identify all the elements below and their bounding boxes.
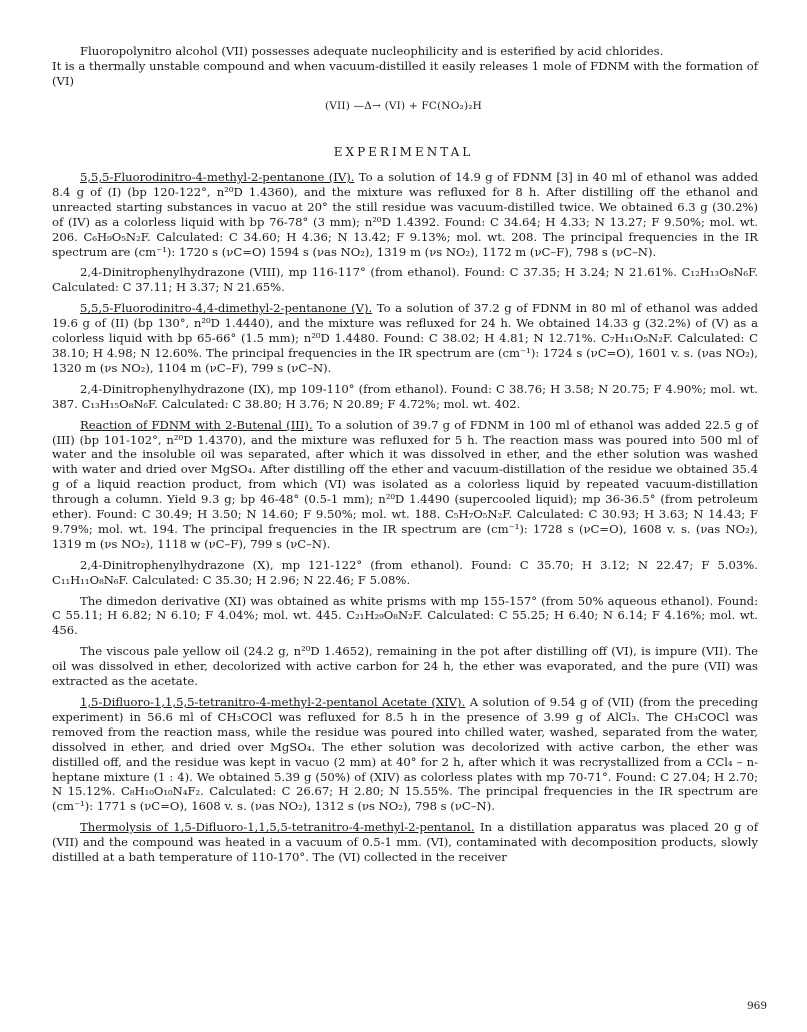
paragraph-text: A solution of 9.54 g of (VII) (from the preceding experiment) in 56.6 ml of CH₃COCl was refluxed for 8.5 h in the presence of 3.99 g of AlCl₃. The CH₃COCl was removed from the reaction mass, while the residue was poured into chilled water, washed, separated from the water, dissolved in ether, and dried over MgSO₄. The ether solution was decolorized with active carbon, the ether was distilled off, and the residue was kept in vacuo (2 mm) at 40° for 2 h, after which it was recrystallized from a CCl₄ – n-heptane mixture (1 : 4). We obtained 5.39 g (50%) of (XIV) as colorless plates with mp 70-71°. Found: C 27.04; H 2.70; N 15.12%. C₈H₁₀O₁₀N₄F₂. Calculated: C 26.67; H 2.80; N 15.55%. The principal frequencies in the IR spectrum are (cm⁻¹): 1771 s (νC=O), 1608 v. s. (νas NO₂), 1312 s (νs NO₂), 798 s (νC–N).	[52, 695, 759, 814]
paragraph-title: 5,5,5-Fluorodinitro-4,4-dimethyl-2-pentanone (V).	[80, 301, 373, 316]
paragraph-title: 5,5,5-Fluorodinitro-4-methyl-2-pentanone (IV).	[80, 170, 355, 184]
paragraph-thermolysis	[52, 820, 758, 865]
paragraph-hydrazone-ix	[52, 382, 758, 412]
paragraph-text: To a solution of 14.9 g of FDNM [3] in 40 ml of ethanol was added 8.4 g of (I) (bp 120-122°, n²⁰D 1.4360), and the mixture was refluxed for 8 h. After distilling off the ethanol and unreacted starting substances in vacuo at 20° the still residue was vacuum-distilled twice. We obtained 6.3 g (30.2%) of (IV) as a colorless liquid with bp 76-78° (3 mm); n²⁰D 1.4392. Found: C 34.64; H 4.33; N 13.27; F 9.50%; mol. wt. 206. C₆H₉O₅N₂F. Calculated: C 34.60; H 4.36; N 13.42; F 9.13%; mol. wt. 208. The principal frequencies in the IR spectrum are (cm⁻¹): 1720 s (νC=O) 1594 s (νas NO₂), 1319 m (νs NO₂), 1172 m (νC–F), 798 s (νC–N).	[52, 170, 758, 259]
paragraph-ketone-v	[52, 301, 758, 376]
paragraph-dimedon-xi	[52, 594, 758, 639]
paragraph-text: The viscous pale yellow oil (24.2 g, n²⁰D 1.4652), remaining in the pot after distilling off (VI), is impure (VII). The oil was dissolved in ether, decolorized with active carbon for 24 h, the ether was evaporated, and the pure (VII) was extracted as the acetate.	[52, 644, 758, 689]
paragraph-text: To a solution of 39.7 g of FDNM in 100 ml of ethanol was added 22.5 g of (III) (bp 101-102°, n²⁰D 1.4370), and the mixture was refluxed for 5 h. The reaction mass was poured into 500 ml of water and the insoluble oil was separated, after which it was dissolved in ether, and the ether solution was washed with water and dried over MgSO₄. After distilling off the ether and vacuum-distillation of the residue we obtained 35.4 g of a liquid reaction product, from which (VI) was isolated as a colorless liquid by repeated vacuum-distillation through a column. Yield 9.3 g; bp 46-48° (0.5-1 mm); n²⁰D 1.4490 (supercooled liquid); mp 36-36.5° (from petroleum ether). Found: C 30.49; H 3.50; N 14.60; F 9.50%; mol. wt. 188. C₅H₇O₅N₂F. Calculated: C 30.93; H 3.63; N 14.43; F 9.79%; mol. wt. 194. The principal frequencies in the IR spectrum are (cm⁻¹): 1728 s (νC=O), 1608 v. s. (νas NO₂), 1319 m (νs NO₂), 1118 w (νC–F), 799 s (νC–N).	[52, 417, 758, 551]
paragraph-text: To a solution of 37.2 g of FDNM in 80 ml of ethanol was added 19.6 g of (II) (bp 130°, n²⁰D 1.4440), and the mixture was refluxed for 24 h. We obtained 14.33 g (32.2%) of (V) as a colorless liquid with bp 65-66° (1.5 mm); n²⁰D 1.4480. Found: C 38.02; H 4.81; N 12.71%. C₇H₁₁O₅N₂F. Calculated: C 38.10; H 4.98; N 12.60%. The principal frequencies in the IR spectrum are (cm⁻¹): 1724 s (νC=O), 1601 v. s. (νas NO₂), 1320 m (νs NO₂), 1104 m (νC–F), 799 s (νC–N).	[52, 301, 758, 375]
paragraph-hydrazone-viii	[52, 265, 758, 295]
paragraph-title: Thermolysis of 1,5-Difluoro-1,1,5,5-tetranitro-4-methyl-2-pentanol.	[80, 820, 475, 835]
paragraph-title: Reaction of FDNM with 2-Butenal (III).	[80, 417, 313, 432]
paragraph-ketone-iv	[52, 170, 758, 259]
intro-line-1: Fluoropolynitro alcohol (VII) possesses adequate nucleophilicity and is esterified by acid chlorides.	[80, 44, 664, 58]
intro-paragraph	[52, 44, 758, 89]
paragraph-hydrazone-x	[52, 558, 758, 588]
intro-line-rest: It is a thermally unstable compound and when vacuum-distilled it easily releases 1 mole of FDNM with the formation of (VI)	[52, 58, 758, 88]
section-heading: EXPERIMENTAL	[333, 145, 474, 159]
paragraph-text: In a distillation apparatus was placed 20 g of (VII) and the compound was heated in a vacuum of 0.5-1 mm. (VI), contaminated with decomposition products, slowly distilled at a bath temperature of 110-170°. The (VI) collected in the receiver	[52, 820, 758, 865]
paragraph-text: 2,4-Dinitrophenylhydrazone (X), mp 121-122° (from ethanol). Found: C 35.70; H 3.12; N 22.47; F 5.03%. C₁₁H₁₁O₈N₆F. Calculated: C 35.30; H 2.96; N 22.46; F 5.08%.	[52, 557, 758, 587]
paragraph-acetate-xiv	[52, 695, 758, 814]
paragraph-viscous-oil	[52, 644, 758, 689]
thermolysis-equation: (VII) —Δ→ (VI) + FC(NO₂)₂H	[324, 100, 483, 112]
page-number: 969	[746, 1000, 767, 1012]
paragraph-text: 2,4-Dinitrophenylhydrazone (IX), mp 109-110° (from ethanol). Found: C 38.76; H 3.58; N 20.75; F 4.90%; mol. wt. 387. C₁₃H₁₅O₈N₆F. Calculated: C 38.80; H 3.76; N 20.89; F 4.72%; mol. wt. 402.	[52, 381, 758, 411]
paragraph-title: 1,5-Difluoro-1,1,5,5-tetranitro-4-methyl-2-pentanol Acetate (XIV).	[80, 695, 466, 709]
paragraph-text: The dimedon derivative (XI) was obtained as white prisms with mp 155-157° (from 50% aqueous ethanol). Found: C 55.11; H 6.82; N 6.10; F 4.04%; mol. wt. 445. C₂₁H₂₉O₈N₂F. Calculated: C 55.25; H 6.40; N 6.14; F 4.16%; mol. wt. 456.	[52, 593, 758, 638]
experimental-body	[52, 170, 758, 865]
paragraph-text: 2,4-Dinitrophenylhydrazone (VIII), mp 116-117° (from ethanol). Found: C 37.35; H 3.24; N 21.61%. C₁₂H₁₃O₈N₆F. Calculated: C 37.11; H 3.37; N 21.65%.	[52, 265, 758, 295]
paragraph-butenal-reaction	[52, 418, 758, 552]
